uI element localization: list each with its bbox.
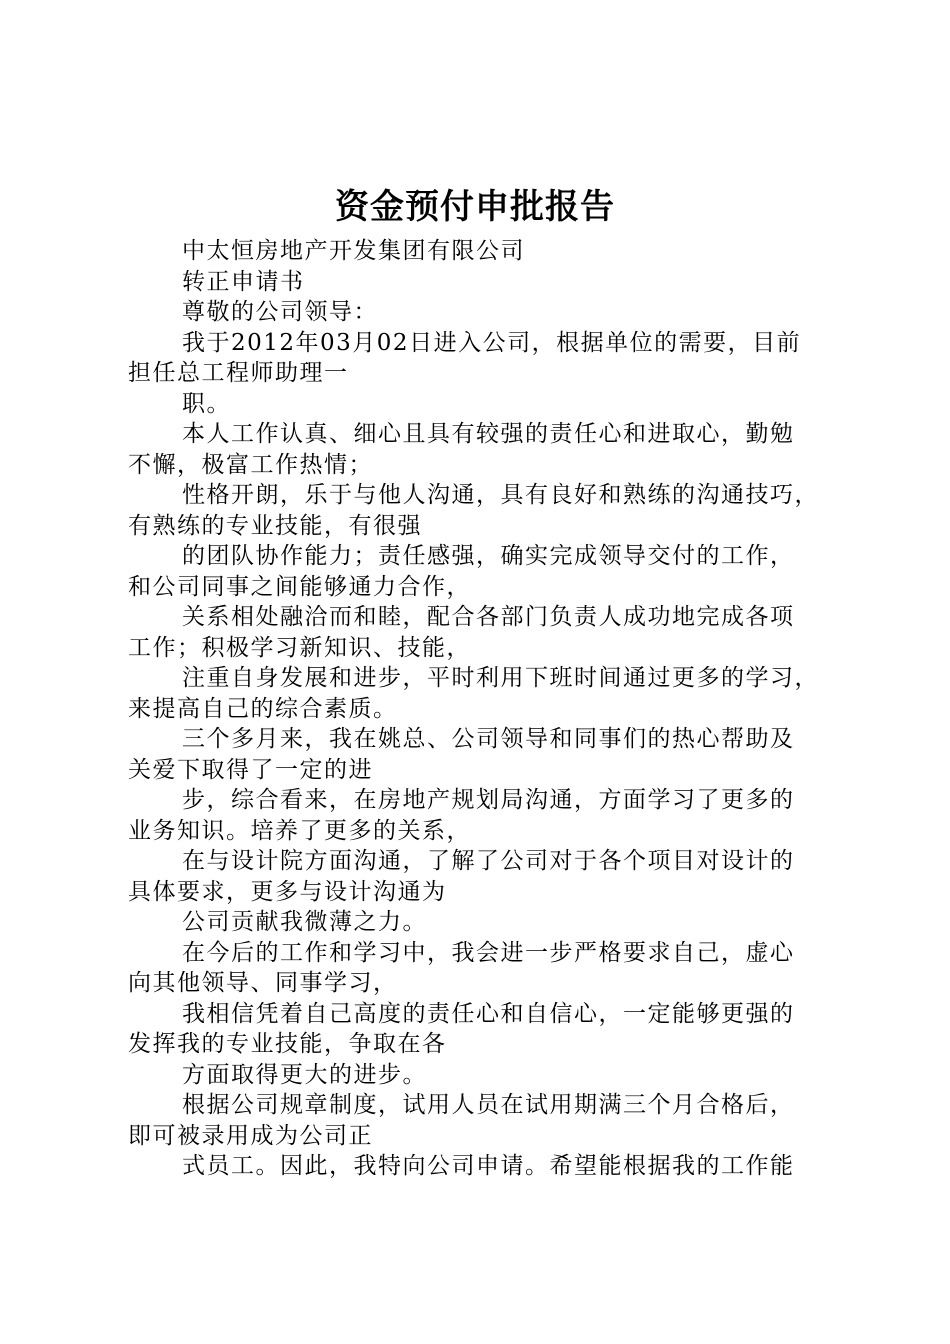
body-line: 我相信凭着自己高度的责任心和自信心，一定能够更强的	[182, 1000, 795, 1027]
body-line: 在与设计院方面沟通，了解了公司对于各个项目对设计的	[182, 848, 795, 874]
body-line: 公司贡献我微薄之力。	[182, 909, 427, 935]
body-line: 的团队协作能力；责任感强，确实完成领导交付的工作，	[182, 543, 795, 569]
body-line: 发挥我的专业技能，争取在各	[128, 1031, 447, 1057]
body-line: 和公司同事之间能够通力合作，	[128, 573, 471, 600]
body-line: 根据公司规章制度，试用人员在试用期满三个月合格后，	[182, 1092, 795, 1118]
body-line: 方面取得更大的进步。	[182, 1061, 427, 1088]
doc-subtitle: 转正申请书	[182, 268, 305, 295]
body-line: 步，综合看来，在房地产规划局沟通，方面学习了更多的	[182, 787, 795, 813]
body-line: 三个多月来，我在姚总、公司领导和同事们的热心帮助及	[182, 726, 795, 752]
body-line: 来提高自己的综合素质。	[128, 695, 398, 722]
body-line: 有熟练的专业技能，有很强	[128, 512, 422, 539]
document-title: 资金预付申批报告	[335, 187, 615, 227]
body-line: 关系相处融洽而和睦，配合各部门负责人成功地完成各项	[182, 604, 795, 630]
body-line: 不懈，极富工作热情；	[128, 451, 373, 478]
body-line: 业务知识。培养了更多的关系，	[128, 817, 471, 844]
body-line: 我于2012年03月02日进入公司，根据单位的需要，目前	[182, 329, 802, 356]
body-line: 在今后的工作和学习中，我会进一步严格要求自己，虚心	[182, 939, 795, 966]
recipient-company: 中太恒房地产开发集团有限公司	[182, 238, 525, 264]
salutation: 尊敬的公司领导：	[182, 299, 378, 325]
body-line: 具体要求，更多与设计沟通为	[128, 878, 447, 905]
body-line: 向其他领导、同事学习，	[128, 970, 398, 996]
body-line: 本人工作认真、细心且具有较强的责任心和进取心，勤勉	[182, 421, 795, 447]
body-line: 关爱下取得了一定的进	[128, 756, 373, 783]
body-line: 担任总工程师助理一	[128, 360, 349, 386]
document-body	[128, 236, 840, 1182]
body-line: 即可被录用成为公司正	[128, 1122, 373, 1149]
body-line: 性格开朗，乐于与他人沟通，具有良好和熟练的沟通技巧，	[182, 482, 819, 508]
body-line: 注重自身发展和进步，平时利用下班时间通过更多的学习，	[182, 665, 819, 691]
body-line: 职。	[182, 390, 231, 417]
body-line: 工作；积极学习新知识、技能，	[128, 634, 471, 661]
body-line: 式员工。因此，我特向公司申请。希望能根据我的工作能	[182, 1153, 795, 1179]
